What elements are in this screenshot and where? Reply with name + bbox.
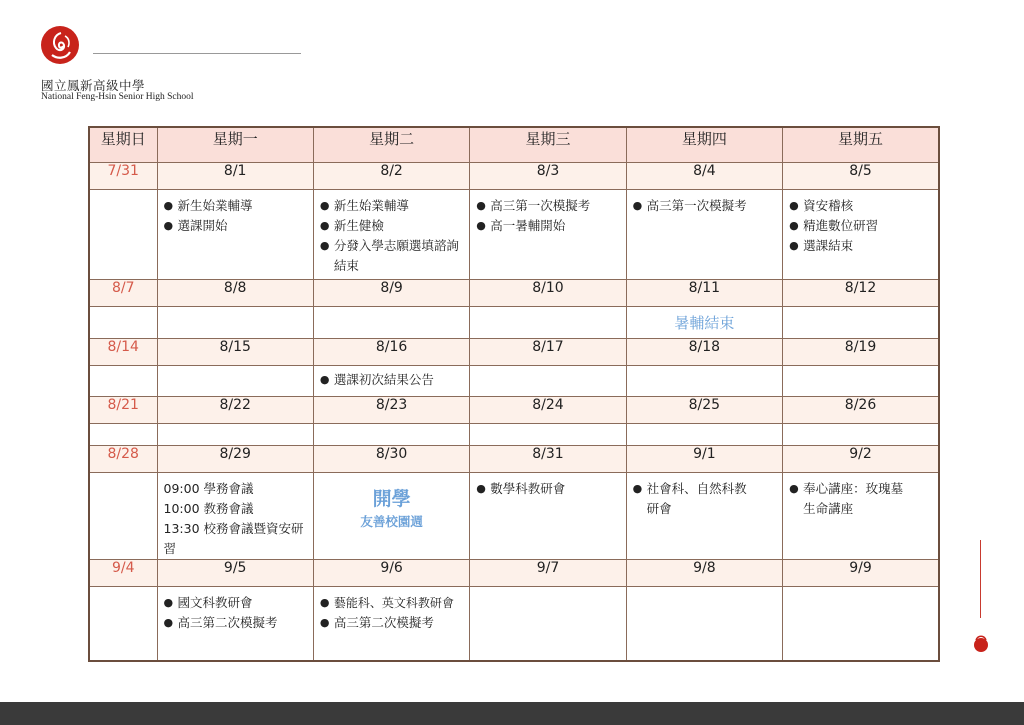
date-cell: 8/15 (157, 339, 313, 366)
date-cell: 8/14 (89, 339, 157, 366)
events-cell (313, 587, 469, 661)
date-cell: 9/8 (626, 560, 782, 587)
events-cell (626, 587, 782, 661)
summer-class-end-label: 暑輔結束 (626, 307, 782, 339)
event-item: ● 選課開始 (164, 216, 313, 236)
events-cell (89, 587, 157, 661)
side-divider (980, 540, 981, 618)
side-circle-icon (973, 632, 989, 654)
event-item: ● 藝能科、英文科教研會 (320, 593, 469, 613)
event-item: ● 分發入學志願選填諮詢結束 (320, 236, 469, 276)
date-cell: 9/9 (783, 560, 939, 587)
date-cell: 8/29 (157, 446, 313, 473)
events-cell (89, 424, 157, 446)
events-row (89, 424, 939, 446)
events-row (89, 587, 939, 661)
date-cell: 8/16 (313, 339, 469, 366)
events-cell (89, 307, 157, 339)
date-cell: 8/5 (783, 163, 939, 190)
schedule-item: 09:00 學務會議 (163, 481, 254, 496)
events-row (89, 190, 939, 280)
event-item: ● 選課結束 (789, 236, 938, 256)
date-cell: 8/12 (783, 280, 939, 307)
events-cell (626, 366, 782, 397)
date-cell: 8/24 (470, 397, 626, 424)
date-cell: 8/17 (470, 339, 626, 366)
event-item: ● 社會科、自然科教研會 (633, 479, 751, 519)
events-cell (783, 307, 939, 339)
events-cell (470, 366, 626, 397)
event-item: ● 國文科教研會 (164, 593, 313, 613)
weekday-monday: 星期一 (157, 127, 313, 163)
event-item: ● 新生健檢 (320, 216, 469, 236)
date-cell: 8/30 (313, 446, 469, 473)
events-cell (470, 473, 626, 560)
events-cell (89, 366, 157, 397)
event-item: ● 資安稽核 (789, 196, 938, 216)
events-cell (313, 424, 469, 446)
school-name-en: National Feng-Hsin Senior High School (41, 92, 194, 102)
date-cell: 9/6 (313, 560, 469, 587)
events-cell (783, 473, 939, 560)
events-cell (89, 473, 157, 560)
events-cell (313, 307, 469, 339)
date-cell: 8/4 (626, 163, 782, 190)
events-cell (157, 190, 313, 280)
date-cell: 8/25 (626, 397, 782, 424)
date-cell: 9/2 (783, 446, 939, 473)
date-row (89, 560, 939, 587)
date-cell: 8/8 (157, 280, 313, 307)
date-cell: 8/19 (783, 339, 939, 366)
date-cell: 7/31 (89, 163, 157, 190)
schedule-item: 13:30 校務會議暨資安研習 (163, 521, 304, 556)
date-cell: 8/3 (470, 163, 626, 190)
footer-bar (0, 702, 1024, 725)
events-cell (157, 587, 313, 661)
date-row (89, 339, 939, 366)
date-cell: 9/1 (626, 446, 782, 473)
event-item: ● 精進數位研習 (789, 216, 938, 236)
date-cell: 8/21 (89, 397, 157, 424)
date-cell: 8/1 (157, 163, 313, 190)
weekday-thursday: 星期四 (626, 127, 782, 163)
events-cell (157, 473, 313, 560)
date-cell: 8/28 (89, 446, 157, 473)
events-row (89, 307, 939, 339)
date-cell: 9/5 (157, 560, 313, 587)
weekday-friday: 星期五 (783, 127, 939, 163)
weekday-header-row (89, 127, 939, 163)
event-item: ● 高一暑輔開始 (476, 216, 625, 236)
events-cell (470, 587, 626, 661)
event-item: ● 新生始業輔導 (320, 196, 469, 216)
date-cell: 9/7 (470, 560, 626, 587)
weekday-tuesday: 星期二 (313, 127, 469, 163)
events-cell (470, 307, 626, 339)
date-cell: 8/7 (89, 280, 157, 307)
events-row (89, 366, 939, 397)
date-cell: 8/26 (783, 397, 939, 424)
events-cell (157, 424, 313, 446)
date-row (89, 397, 939, 424)
date-cell: 9/4 (89, 560, 157, 587)
calendar-table (88, 126, 940, 662)
event-item: ● 高三第一次模擬考 (633, 196, 782, 216)
date-cell: 8/22 (157, 397, 313, 424)
events-cell (783, 366, 939, 397)
event-item: ● 高三第一次模擬考 (476, 196, 625, 216)
weekday-sunday: 星期日 (89, 127, 157, 163)
events-cell (783, 190, 939, 280)
events-cell (626, 190, 782, 280)
date-cell: 8/31 (470, 446, 626, 473)
header-divider (93, 53, 301, 54)
school-logo-icon (41, 26, 79, 64)
events-cell (626, 473, 782, 560)
events-cell (783, 424, 939, 446)
event-item: ● 高三第二次模擬考 (164, 613, 313, 633)
events-cell (313, 473, 469, 560)
events-cell (470, 424, 626, 446)
date-cell: 8/2 (313, 163, 469, 190)
events-cell (313, 366, 469, 397)
date-row (89, 163, 939, 190)
events-row (89, 473, 939, 560)
events-cell (313, 190, 469, 280)
events-cell (783, 587, 939, 661)
date-cell: 8/23 (313, 397, 469, 424)
date-cell: 8/11 (626, 280, 782, 307)
date-row (89, 446, 939, 473)
friendly-campus-week-label: 友善校園週 (360, 514, 423, 529)
schedule-item: 10:00 教務會議 (163, 501, 254, 516)
date-cell: 8/9 (313, 280, 469, 307)
weekday-wednesday: 星期三 (470, 127, 626, 163)
events-cell (157, 307, 313, 339)
date-cell: 8/10 (470, 280, 626, 307)
date-row (89, 280, 939, 307)
event-item: ● 高三第二次模擬考 (320, 613, 469, 633)
event-item: ● 奉心講座：玫瑰墓生命講座 (789, 479, 907, 519)
school-name-zh: 國立鳳新高級中學 (41, 78, 146, 93)
events-cell (626, 424, 782, 446)
event-item: ● 新生始業輔導 (164, 196, 313, 216)
events-cell (157, 366, 313, 397)
event-item: ● 選課初次結果公告 (320, 370, 469, 390)
date-cell: 8/18 (626, 339, 782, 366)
school-opening-label: 開學 (372, 488, 411, 510)
event-item: ● 數學科教研會 (476, 479, 625, 499)
events-cell (470, 190, 626, 280)
events-cell (89, 190, 157, 280)
